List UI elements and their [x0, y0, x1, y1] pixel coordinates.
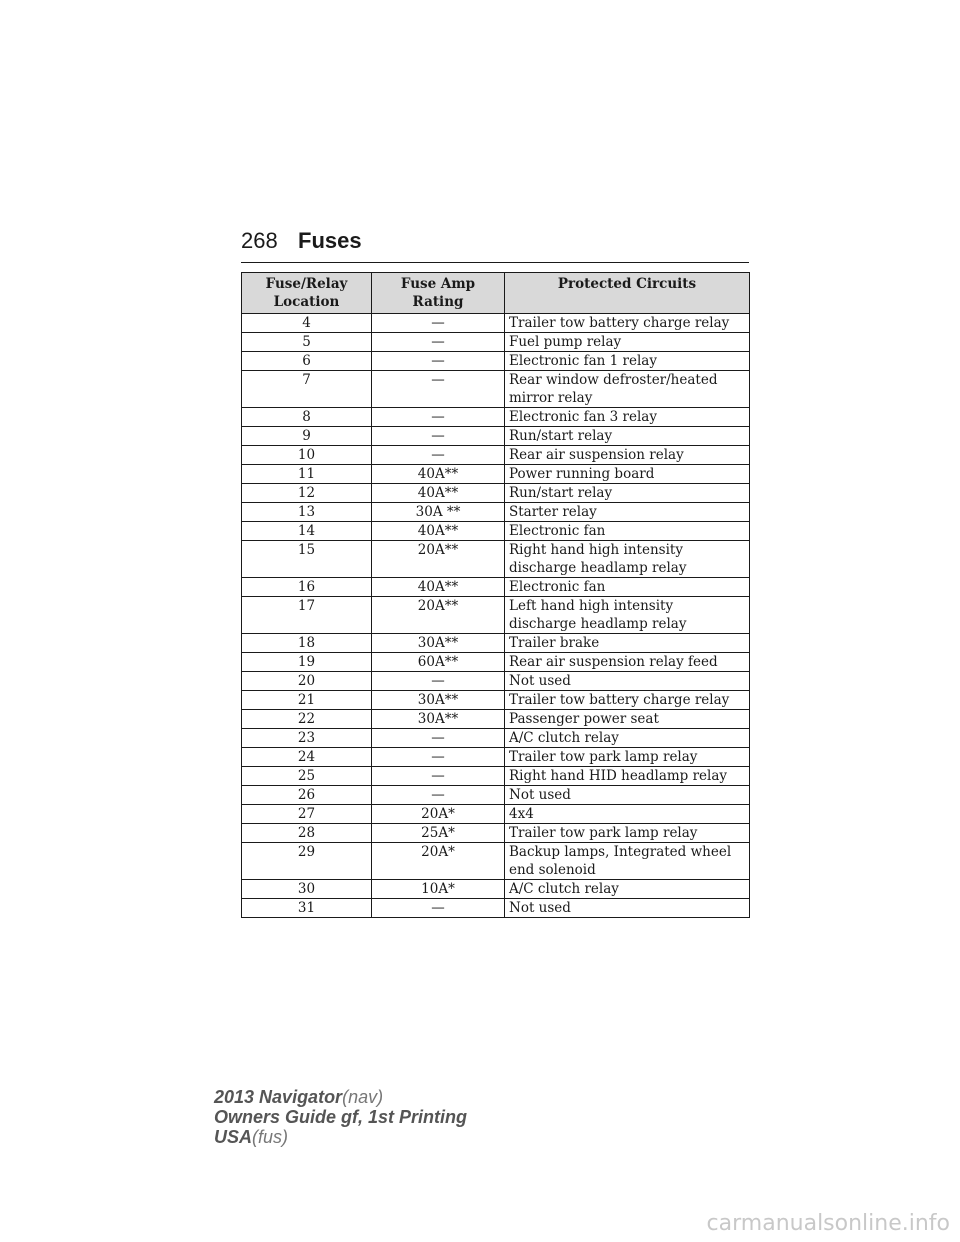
cell-location: 30 — [242, 880, 372, 899]
cell-amp-rating: 20A** — [372, 541, 505, 578]
cell-protected-circuits: Not used — [505, 786, 750, 805]
fuse-table — [241, 272, 750, 918]
cell-amp-rating: 20A** — [372, 597, 505, 634]
cell-location: 7 — [242, 371, 372, 408]
table-row — [242, 710, 750, 729]
cell-protected-circuits: Not used — [505, 672, 750, 691]
page-header — [241, 228, 749, 263]
column-header-protected-circuits — [505, 273, 750, 314]
document-footer — [214, 1087, 467, 1147]
cell-location: 15 — [242, 541, 372, 578]
cell-protected-circuits: Power running board — [505, 465, 750, 484]
table-row — [242, 408, 750, 427]
cell-location: 22 — [242, 710, 372, 729]
table-row — [242, 503, 750, 522]
cell-location: 29 — [242, 843, 372, 880]
cell-amp-rating: — — [372, 899, 505, 918]
cell-amp-rating: — — [372, 729, 505, 748]
cell-location: 5 — [242, 333, 372, 352]
table-row — [242, 484, 750, 503]
cell-location: 18 — [242, 634, 372, 653]
cell-amp-rating: 20A* — [372, 805, 505, 824]
footer-guide: Owners Guide gf, 1st Printing — [214, 1107, 468, 1127]
table-row — [242, 352, 750, 371]
column-header-amp-rating-text: Fuse Amp Rating — [400, 276, 476, 310]
footer-line-1 — [214, 1087, 467, 1107]
cell-amp-rating: 10A* — [372, 880, 505, 899]
cell-amp-rating: 30A ** — [372, 503, 505, 522]
cell-location: 19 — [242, 653, 372, 672]
cell-protected-circuits: Run/start relay — [505, 427, 750, 446]
cell-location: 21 — [242, 691, 372, 710]
footer-line-3 — [214, 1127, 467, 1147]
cell-amp-rating: — — [372, 427, 505, 446]
cell-protected-circuits: Trailer tow park lamp relay — [505, 824, 750, 843]
cell-amp-rating: — — [372, 672, 505, 691]
table-row — [242, 786, 750, 805]
cell-protected-circuits: Passenger power seat — [505, 710, 750, 729]
column-header-amp-rating — [372, 273, 505, 314]
table-row — [242, 880, 750, 899]
page-number: 268 — [241, 228, 278, 253]
cell-protected-circuits: Rear window defroster/heated mirror relay — [505, 371, 750, 408]
watermark: carmanualsonline.info — [706, 1211, 950, 1236]
table-row — [242, 446, 750, 465]
column-header-location — [242, 273, 372, 314]
table-row — [242, 427, 750, 446]
cell-amp-rating: — — [372, 767, 505, 786]
table-row — [242, 843, 750, 880]
cell-protected-circuits: Left hand high intensity discharge headlamp relay — [505, 597, 750, 634]
cell-protected-circuits: Electronic fan — [505, 578, 750, 597]
footer-market: USA — [214, 1127, 253, 1147]
cell-location: 11 — [242, 465, 372, 484]
cell-location: 10 — [242, 446, 372, 465]
cell-protected-circuits: Trailer tow park lamp relay — [505, 748, 750, 767]
cell-location: 20 — [242, 672, 372, 691]
cell-protected-circuits: A/C clutch relay — [505, 880, 750, 899]
cell-amp-rating: — — [372, 446, 505, 465]
cell-location: 14 — [242, 522, 372, 541]
cell-amp-rating: 30A** — [372, 691, 505, 710]
table-row — [242, 729, 750, 748]
cell-protected-circuits: Electronic fan 3 relay — [505, 408, 750, 427]
table-row — [242, 899, 750, 918]
cell-amp-rating: 25A* — [372, 824, 505, 843]
table-body — [242, 314, 750, 918]
cell-location: 6 — [242, 352, 372, 371]
cell-protected-circuits: Right hand HID headlamp relay — [505, 767, 750, 786]
table-row — [242, 578, 750, 597]
cell-protected-circuits: Fuel pump relay — [505, 333, 750, 352]
cell-amp-rating: — — [372, 314, 505, 333]
table-row — [242, 465, 750, 484]
footer-market-code: (fus) — [252, 1127, 289, 1147]
column-header-location-text: Fuse/Relay Location — [265, 276, 348, 310]
cell-location: 31 — [242, 899, 372, 918]
cell-protected-circuits: Rear air suspension relay — [505, 446, 750, 465]
cell-protected-circuits: Not used — [505, 899, 750, 918]
cell-amp-rating: — — [372, 748, 505, 767]
cell-amp-rating: — — [372, 371, 505, 408]
cell-amp-rating: 40A** — [372, 578, 505, 597]
table-header-row — [242, 273, 750, 314]
table-row — [242, 371, 750, 408]
table-row — [242, 597, 750, 634]
footer-line-2 — [214, 1107, 467, 1127]
cell-amp-rating: — — [372, 786, 505, 805]
cell-protected-circuits: Trailer tow battery charge relay — [505, 314, 750, 333]
cell-amp-rating: 40A** — [372, 484, 505, 503]
footer-model-code: (nav) — [342, 1087, 384, 1107]
table-row — [242, 333, 750, 352]
cell-location: 17 — [242, 597, 372, 634]
cell-amp-rating: — — [372, 333, 505, 352]
cell-location: 28 — [242, 824, 372, 843]
cell-location: 25 — [242, 767, 372, 786]
table-row — [242, 691, 750, 710]
cell-amp-rating: 60A** — [372, 653, 505, 672]
table-row — [242, 314, 750, 333]
cell-amp-rating: — — [372, 408, 505, 427]
cell-amp-rating: 30A** — [372, 634, 505, 653]
table-row — [242, 767, 750, 786]
cell-amp-rating: 40A** — [372, 522, 505, 541]
cell-location: 12 — [242, 484, 372, 503]
cell-protected-circuits: Backup lamps, Integrated wheel end solenoid — [505, 843, 750, 880]
table-row — [242, 748, 750, 767]
cell-amp-rating: 30A** — [372, 710, 505, 729]
cell-protected-circuits: 4x4 — [505, 805, 750, 824]
cell-protected-circuits: Electronic fan 1 relay — [505, 352, 750, 371]
table-row — [242, 824, 750, 843]
column-header-protected-circuits-text: Protected Circuits — [557, 276, 697, 292]
section-title: Fuses — [298, 228, 362, 253]
cell-amp-rating: 40A** — [372, 465, 505, 484]
cell-protected-circuits: Trailer brake — [505, 634, 750, 653]
cell-location: 27 — [242, 805, 372, 824]
cell-protected-circuits: Right hand high intensity discharge headlamp relay — [505, 541, 750, 578]
cell-location: 26 — [242, 786, 372, 805]
cell-protected-circuits: Starter relay — [505, 503, 750, 522]
footer-model: 2013 Navigator — [214, 1087, 343, 1107]
cell-location: 24 — [242, 748, 372, 767]
cell-protected-circuits: A/C clutch relay — [505, 729, 750, 748]
table-row — [242, 541, 750, 578]
cell-location: 4 — [242, 314, 372, 333]
cell-protected-circuits: Rear air suspension relay feed — [505, 653, 750, 672]
cell-amp-rating: — — [372, 352, 505, 371]
cell-location: 16 — [242, 578, 372, 597]
table-row — [242, 653, 750, 672]
table-row — [242, 634, 750, 653]
cell-protected-circuits: Run/start relay — [505, 484, 750, 503]
cell-location: 13 — [242, 503, 372, 522]
table-row — [242, 672, 750, 691]
cell-protected-circuits: Trailer tow battery charge relay — [505, 691, 750, 710]
cell-protected-circuits: Electronic fan — [505, 522, 750, 541]
cell-location: 8 — [242, 408, 372, 427]
cell-amp-rating: 20A* — [372, 843, 505, 880]
cell-location: 23 — [242, 729, 372, 748]
table-row — [242, 522, 750, 541]
cell-location: 9 — [242, 427, 372, 446]
table-row — [242, 805, 750, 824]
